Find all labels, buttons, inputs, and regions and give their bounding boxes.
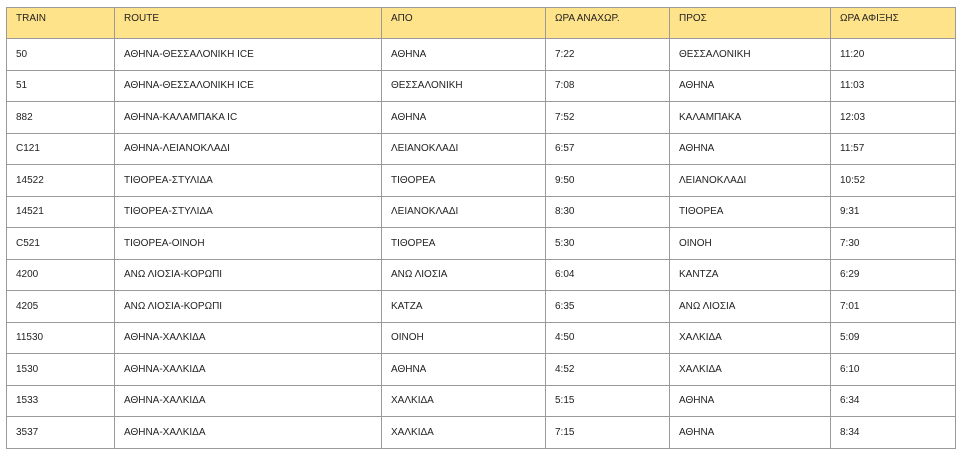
cell-train: 14522 bbox=[7, 165, 115, 197]
cell-route: ΑΘΗΝΑ-ΛΕΙΑΝΟΚΛΑΔΙ bbox=[115, 133, 382, 165]
cell-to: ΧΑΛΚΙΔΑ bbox=[670, 354, 831, 386]
cell-to: ΛΕΙΑΝΟΚΛΑΔΙ bbox=[670, 165, 831, 197]
table-row bbox=[7, 196, 956, 228]
cell-departure-time: 6:57 bbox=[546, 133, 670, 165]
cell-from: ΑΘΗΝΑ bbox=[382, 39, 546, 71]
train-timetable bbox=[6, 7, 956, 449]
cell-to: ΑΘΗΝΑ bbox=[670, 133, 831, 165]
cell-train: 4200 bbox=[7, 259, 115, 291]
cell-from: ΤΙΘΟΡΕΑ bbox=[382, 228, 546, 260]
cell-train: 50 bbox=[7, 39, 115, 71]
cell-to: ΚΑΝΤΖΑ bbox=[670, 259, 831, 291]
cell-from: ΘΕΣΣΑΛΟΝΙΚΗ bbox=[382, 70, 546, 102]
cell-from: ΛΕΙΑΝΟΚΛΑΔΙ bbox=[382, 133, 546, 165]
cell-arrival-time: 10:52 bbox=[831, 165, 956, 197]
table-row bbox=[7, 39, 956, 71]
cell-arrival-time: 7:30 bbox=[831, 228, 956, 260]
cell-route: ΤΙΘΟΡΕΑ-ΣΤΥΛΙΔΑ bbox=[115, 196, 382, 228]
cell-route: ΑΝΩ ΛΙΟΣΙΑ-ΚΟΡΩΠΙ bbox=[115, 259, 382, 291]
cell-departure-time: 5:30 bbox=[546, 228, 670, 260]
cell-route: ΑΘΗΝΑ-ΘΕΣΣΑΛΟΝΙΚΗ ICE bbox=[115, 39, 382, 71]
cell-route: ΑΘΗΝΑ-ΚΑΛΑΜΠΑΚΑ IC bbox=[115, 102, 382, 134]
column-header-arrival-time: ΩΡΑ ΑΦΙΞΗΣ bbox=[831, 8, 956, 39]
cell-departure-time: 5:15 bbox=[546, 385, 670, 417]
column-header-from: ΑΠΟ bbox=[382, 8, 546, 39]
cell-train: 11530 bbox=[7, 322, 115, 354]
cell-to: ΘΕΣΣΑΛΟΝΙΚΗ bbox=[670, 39, 831, 71]
cell-from: ΧΑΛΚΙΔΑ bbox=[382, 417, 546, 449]
cell-route: ΑΝΩ ΛΙΟΣΙΑ-ΚΟΡΩΠΙ bbox=[115, 291, 382, 323]
cell-route: ΑΘΗΝΑ-ΧΑΛΚΙΔΑ bbox=[115, 322, 382, 354]
timetable-header bbox=[7, 8, 956, 39]
cell-from: ΤΙΘΟΡΕΑ bbox=[382, 165, 546, 197]
cell-from: ΑΘΗΝΑ bbox=[382, 354, 546, 386]
cell-to: ΤΙΘΟΡΕΑ bbox=[670, 196, 831, 228]
cell-from: ΚΑΤΖΑ bbox=[382, 291, 546, 323]
cell-from: ΛΕΙΑΝΟΚΛΑΔΙ bbox=[382, 196, 546, 228]
cell-to: ΚΑΛΑΜΠΑΚΑ bbox=[670, 102, 831, 134]
cell-train: 1533 bbox=[7, 385, 115, 417]
cell-arrival-time: 11:03 bbox=[831, 70, 956, 102]
cell-arrival-time: 6:29 bbox=[831, 259, 956, 291]
column-header-departure-time: ΩΡΑ ΑΝΑΧΩΡ. bbox=[546, 8, 670, 39]
cell-route: ΤΙΘΟΡΕΑ-ΟΙΝΟΗ bbox=[115, 228, 382, 260]
cell-arrival-time: 6:10 bbox=[831, 354, 956, 386]
cell-departure-time: 7:15 bbox=[546, 417, 670, 449]
table-row bbox=[7, 322, 956, 354]
cell-to: ΑΝΩ ΛΙΟΣΙΑ bbox=[670, 291, 831, 323]
table-row bbox=[7, 165, 956, 197]
cell-route: ΑΘΗΝΑ-ΧΑΛΚΙΔΑ bbox=[115, 354, 382, 386]
cell-train: 51 bbox=[7, 70, 115, 102]
cell-departure-time: 4:50 bbox=[546, 322, 670, 354]
cell-from: ΑΘΗΝΑ bbox=[382, 102, 546, 134]
cell-train: 1530 bbox=[7, 354, 115, 386]
cell-arrival-time: 12:03 bbox=[831, 102, 956, 134]
cell-route: ΑΘΗΝΑ-ΧΑΛΚΙΔΑ bbox=[115, 385, 382, 417]
cell-departure-time: 9:50 bbox=[546, 165, 670, 197]
cell-arrival-time: 11:57 bbox=[831, 133, 956, 165]
cell-from: ΟΙΝΟΗ bbox=[382, 322, 546, 354]
cell-from: ΧΑΛΚΙΔΑ bbox=[382, 385, 546, 417]
cell-departure-time: 6:35 bbox=[546, 291, 670, 323]
column-header-route: ROUTE bbox=[115, 8, 382, 39]
table-row bbox=[7, 385, 956, 417]
table-row bbox=[7, 259, 956, 291]
table-row bbox=[7, 228, 956, 260]
header-row bbox=[7, 8, 956, 39]
cell-departure-time: 8:30 bbox=[546, 196, 670, 228]
table-row bbox=[7, 354, 956, 386]
cell-to: ΧΑΛΚΙΔΑ bbox=[670, 322, 831, 354]
cell-arrival-time: 5:09 bbox=[831, 322, 956, 354]
cell-to: ΟΙΝΟΗ bbox=[670, 228, 831, 260]
cell-train: 14521 bbox=[7, 196, 115, 228]
cell-departure-time: 7:08 bbox=[546, 70, 670, 102]
cell-arrival-time: 8:34 bbox=[831, 417, 956, 449]
cell-departure-time: 4:52 bbox=[546, 354, 670, 386]
table-row bbox=[7, 70, 956, 102]
cell-route: ΑΘΗΝΑ-ΘΕΣΣΑΛΟΝΙΚΗ ICE bbox=[115, 70, 382, 102]
cell-departure-time: 7:52 bbox=[546, 102, 670, 134]
cell-arrival-time: 6:34 bbox=[831, 385, 956, 417]
cell-departure-time: 6:04 bbox=[546, 259, 670, 291]
table-row bbox=[7, 102, 956, 134]
timetable-body bbox=[7, 39, 956, 449]
cell-departure-time: 7:22 bbox=[546, 39, 670, 71]
table-row bbox=[7, 133, 956, 165]
cell-to: ΑΘΗΝΑ bbox=[670, 417, 831, 449]
cell-train: C521 bbox=[7, 228, 115, 260]
cell-train: C121 bbox=[7, 133, 115, 165]
cell-to: ΑΘΗΝΑ bbox=[670, 385, 831, 417]
column-header-train: TRAIN bbox=[7, 8, 115, 39]
cell-from: ΑΝΩ ΛΙΟΣΙΑ bbox=[382, 259, 546, 291]
cell-arrival-time: 9:31 bbox=[831, 196, 956, 228]
cell-arrival-time: 11:20 bbox=[831, 39, 956, 71]
cell-train: 882 bbox=[7, 102, 115, 134]
table-row bbox=[7, 291, 956, 323]
table-row bbox=[7, 417, 956, 449]
cell-train: 4205 bbox=[7, 291, 115, 323]
cell-to: ΑΘΗΝΑ bbox=[670, 70, 831, 102]
cell-route: ΤΙΘΟΡΕΑ-ΣΤΥΛΙΔΑ bbox=[115, 165, 382, 197]
cell-arrival-time: 7:01 bbox=[831, 291, 956, 323]
column-header-to: ΠΡΟΣ bbox=[670, 8, 831, 39]
cell-train: 3537 bbox=[7, 417, 115, 449]
cell-route: ΑΘΗΝΑ-ΧΑΛΚΙΔΑ bbox=[115, 417, 382, 449]
timetable-container bbox=[6, 7, 955, 449]
